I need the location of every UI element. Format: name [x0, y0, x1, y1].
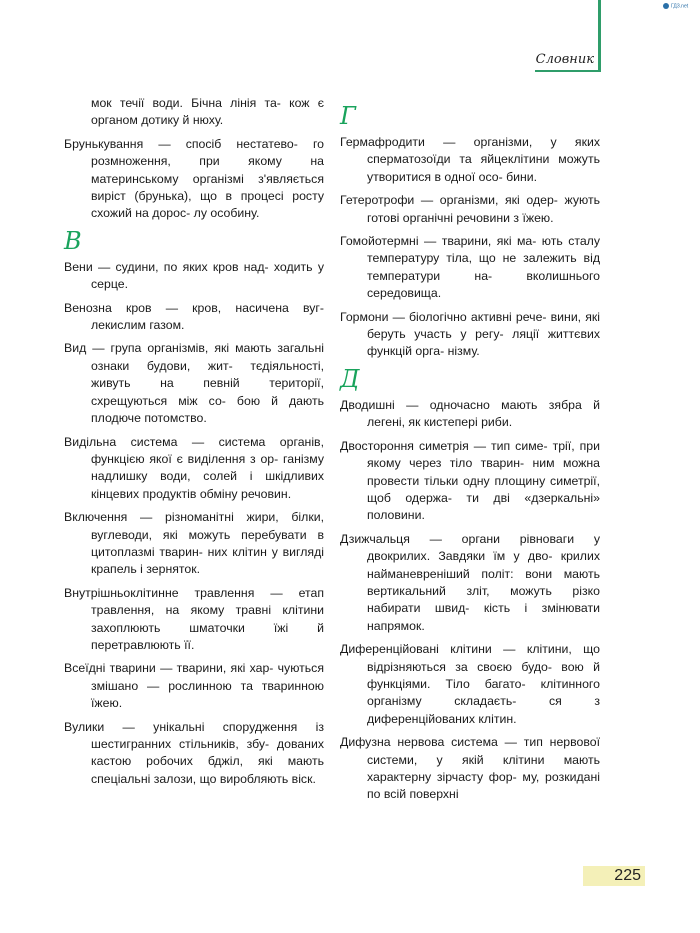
glossary-term: Вулики: [64, 719, 105, 734]
glossary-definition: — тип симе- трії, при якому через тіло тварин- ним можна провести тільки одну площину симетрії, щоб одержа- ти дві «дзеркальні» половини.: [367, 438, 600, 523]
left-column: [64, 95, 324, 794]
glossary-definition: — група організмів, які мають загальні ознаки будови, жит- тєдіяльності, живуть на певній території, схрещуються між со- бою й дають плодюче потомство.: [86, 341, 324, 426]
glossary-entry: [64, 340, 324, 427]
glossary-definition: — судини, по яких кров над- ходить у серце.: [91, 259, 324, 292]
glossary-entry: [64, 259, 324, 294]
header-rule: [598, 0, 601, 70]
glossary-term: Вени: [64, 259, 93, 274]
glossary-definition: — органи рівноваги у двокрилих. Завдяки їм у дво- крилих найманевреніший політ: вони мають вертикальний зліт, можуть різко набирати швид- кість і змінювати напрямок.: [367, 531, 600, 633]
glossary-term: Диференційовані клітини: [340, 642, 492, 657]
glossary-definition: — біологічно активні рече- вини, які беруть участь у регу- ляції життєвих функцій орга- нізму.: [367, 309, 600, 359]
glossary-term: Венозна кров: [64, 300, 152, 315]
glossary-term: Гомойотермні: [340, 234, 419, 249]
glossary-definition: — тварини, які хар- чуються змішано — рослинною та тваринною їжею.: [91, 661, 324, 711]
glossary-definition: — етап травлення, на якому травні клітини захоплюють шматочки їжі й перетравлюють її.: [91, 585, 324, 652]
glossary-entry: [64, 585, 324, 655]
glossary-term: Дифузна нервова система: [340, 735, 498, 750]
glossary-entry: [340, 438, 600, 525]
glossary-entry: [340, 734, 600, 804]
glossary-definition: — тип нервової системи, у якій клітини мають характерну зірчасту фор- му, розкидані по всій поверхні: [367, 735, 601, 802]
glossary-entry: [64, 136, 324, 223]
glossary-term: Всеїдні тварини: [64, 661, 156, 676]
glossary-term: Гермафродити: [340, 135, 425, 149]
glossary-definition: — кров, насичена вуг- лекислим газом.: [91, 300, 325, 333]
glossary-term: Гетеротрофи: [340, 193, 415, 208]
glossary-definition: — організми, у яких сперматозоїди та яйцеклітини можуть утворитися в одної осо- бини.: [367, 135, 600, 184]
glossary-definition: — організми, які одер- жують готові органічні речовини з їжею.: [367, 193, 600, 225]
glossary-entry: [340, 641, 600, 728]
entries-group: [64, 95, 324, 223]
logo-text: ГДЗ.net: [671, 3, 689, 10]
glossary-term: Включення: [64, 510, 128, 525]
glossary-term: Дводишні: [340, 397, 395, 412]
section-title-underline: [535, 70, 601, 72]
glossary-entry: [64, 95, 324, 130]
glossary-definition: — клітини, що відрізняються за своєю будо- вою й функціями. Тіло багато- клітинного організму складаєть- ся з диференційованих клітин.: [367, 642, 600, 726]
section-title: Словник: [535, 52, 594, 67]
glossary-definition: — одночасно мають зябра й легені, як кистепері риби.: [367, 397, 600, 430]
glossary-definition: — різноманітні жири, білки, вуглеводи, які можуть перебувати в цитоплазмі тварин- них клітин у вигляді крапель і зерняток.: [91, 510, 324, 577]
entries-group-g: [340, 134, 600, 361]
right-column: [340, 102, 600, 810]
logo-icon: [663, 3, 669, 9]
entries-group-v: [64, 259, 324, 788]
glossary-term: Внутрішньоклітинне травлення: [64, 585, 255, 600]
glossary-term: Дзижчальця: [340, 531, 410, 546]
glossary-term: Гормони: [340, 309, 389, 324]
glossary-term: Видільна система: [64, 434, 178, 449]
glossary-definition: мок течії води. Бічна лінія та- кож є органом дотику й нюху.: [91, 96, 324, 128]
glossary-definition: — унікальні спорудження із шестигранних стільників, збу- дованих кастою робочих бджіл, які мають спеціальні залози, що виробляють віск.: [91, 719, 324, 786]
glossary-entry: [340, 309, 600, 361]
glossary-entry: [64, 509, 324, 579]
glossary-entry: [340, 397, 600, 432]
glossary-definition: — спосіб нестатево- го розмноження, при якому на материнському організмі з'являється виріст (брунька), що в процесі росту схожий на дорос- лу особину.: [91, 136, 324, 221]
glossary-definition: — тварини, які ма- ють сталу температуру тіла, що не залежить від температури на- вколишнього середовища.: [367, 234, 600, 301]
glossary-entry: [64, 719, 324, 789]
glossary-term: Двостороння симетрія: [340, 438, 469, 453]
site-logo[interactable]: [663, 3, 700, 13]
glossary-entry: [64, 300, 324, 335]
entries-group-d: [340, 397, 600, 804]
glossary-term: Вид: [64, 341, 87, 356]
glossary-entry: [340, 192, 600, 227]
glossary-entry: [340, 531, 600, 635]
glossary-entry: [340, 233, 600, 303]
glossary-entry: [64, 660, 324, 712]
glossary-entry: [340, 134, 600, 186]
letter-heading-g: Г: [340, 102, 356, 130]
letter-heading-d: Д: [340, 364, 360, 393]
page-number: 225: [583, 866, 645, 886]
glossary-term: Брунькування: [64, 136, 144, 151]
glossary-entry: [64, 434, 324, 504]
glossary-definition: — система органів, функцією якої є виділення з ор- ганізму надлишку води, солей і шкідливих кінцевих продуктів обміну речовин.: [91, 434, 324, 501]
letter-heading-v: В: [64, 226, 82, 255]
